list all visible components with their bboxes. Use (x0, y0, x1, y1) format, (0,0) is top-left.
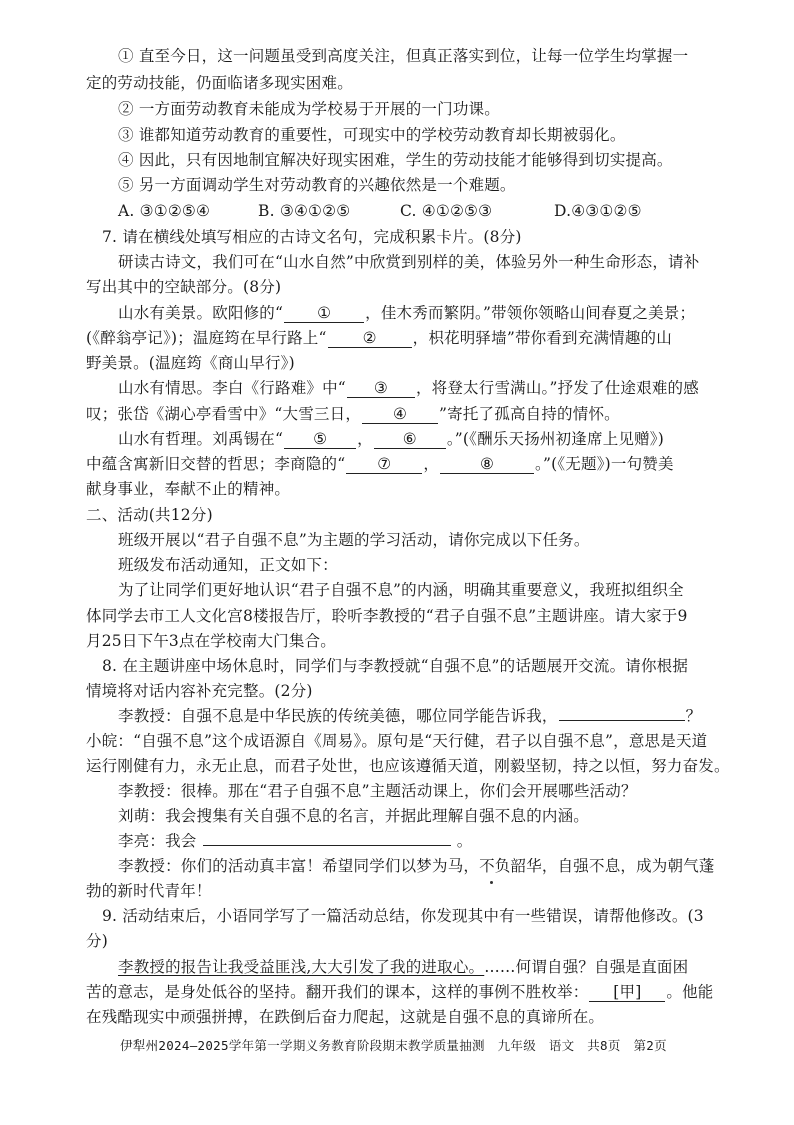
sentence-3: ③ 谁都知道劳动教育的重要性，可现实中的学校劳动教育却长期被弱化。 (118, 126, 626, 144)
q7-para3-line2: 中蕴含寓新旧交替的哲思；李商隐的“ ⑦ ， ⑧ 。”(《无题》)一句赞美 (86, 455, 674, 473)
q7-para3-line1: 山水有哲理。刘禹锡在“ ⑤ ， ⑥ 。”(《酬乐天扬州初逢席上见赠》) (118, 430, 664, 448)
summary-line-1: 李教授的报告让我受益匪浅,大大引发了我的进取心。……何谓自强？自强是直面困 (118, 958, 689, 976)
q7-intro-cont: 写出其中的空缺部分。(8分) (86, 278, 282, 296)
summary-line-2: 苦的意志，是身处低谷的坚持。翻开我们的课本，这样的事例不胜枚举： [甲] 。他能 (86, 983, 714, 1001)
q7-para2-line1: 山水有情思。李白《行路难》中“ ③ ，将登太行雪满山。”抒发了仕途艰难的感 (118, 379, 699, 397)
sentence-1: ① 直至今日，这一问题虽受到高度关注，但真正落实到位，让每一位学生均掌握一 (118, 47, 689, 65)
dialogue-liumeng: 刘萌：我会搜集有关自强不息的名言，并据此理解自强不息的内涵。 (118, 807, 590, 825)
option-b: B. ③④①②⑤ (258, 202, 351, 220)
notice-line-1: 为了让同学们更好地认识“君子自强不息”的内涵，明确其重要意义，我班拟组织全 (118, 581, 684, 599)
question-7: 7. 请在横线处填写相应的古诗文名句，完成积累卡片。(8分) (102, 228, 522, 246)
question-9: 9. 活动结束后，小语同学写了一篇活动总结，你发现其中有一些错误，请帮他修改。(3 (102, 907, 704, 925)
blank-1: ① (284, 304, 364, 323)
dialogue-xiaowan-2: 运行刚健有力，永无止息，而君子处世，也应该遵循天道，刚毅坚韧，持之以恒，努力奋发。 (86, 757, 730, 775)
question-9-cont: 分) (86, 932, 108, 950)
question-8: 8. 在主题讲座中场休息时，同学们与李教授就“自强不息”的话题展开交流。请你根据 (102, 657, 689, 675)
sentence-5: ⑤ 另一方面调动学生对劳动教育的兴趣依然是一个难题。 (118, 176, 516, 194)
q7-para1-line2: (《醉翁亭记》)；温庭筠在早行路上“ ② ，枳花明驿墙”带你看到充满情趣的山 (86, 329, 672, 347)
option-c: C. ④①②⑤③ (400, 202, 493, 220)
sentence-4: ④ 因此，只有因地制宜解决好现实困难，学生的劳动技能才能够得到切实提高。 (118, 151, 673, 169)
blank-4: ④ (362, 405, 438, 424)
underlined-sentence: 李教授的报告让我受益匪浅,大大引发了我的进取心。 (118, 958, 485, 976)
page-footer: 伊犁州2024—2025学年第一学期义务教育阶段期末教学质量抽测 九年级 语文 共8页 第2页 (120, 1038, 667, 1053)
blank-5: ⑤ (284, 430, 356, 449)
blank-jia[interactable]: [甲] (589, 983, 665, 1002)
options-row (118, 201, 688, 221)
dialogue-xiaowan-1: 小皖：“自强不息”这个成语源自《周易》。原句是“天行健，君子以自强不息”，意思是天道 (86, 732, 708, 750)
q7-intro: 研读古诗文，我们可在“山水自然”中欣赏到别样的美，体验另外一种生命形态，请补 (118, 253, 700, 271)
option-d: D.④③①②⑤ (554, 202, 642, 220)
activity-intro: 班级开展以“君子自强不息”为主题的学习活动，请你完成以下任务。 (118, 531, 590, 549)
scan-speck (490, 881, 493, 884)
dialogue-liliang: 李亮：我会 。 (118, 832, 473, 850)
option-a: A. ③①②⑤④ (118, 202, 211, 220)
dialogue-prof-1: 李教授：自强不息是中华民族的传统美德，哪位同学能告诉我， ？ (118, 707, 702, 725)
blank-2: ② (328, 329, 412, 348)
sentence-2: ② 一方面劳动教育未能成为学校易于开展的一门功课。 (118, 100, 500, 118)
notice-line-3: 月25日下午3点在学校南大门集合。 (86, 632, 336, 650)
q7-para1-line1: 山水有美景。欧阳修的“ ① ，佳木秀而繁阴。”带领你领略山间春夏之美景； (118, 304, 696, 322)
sentence-1-cont: 定的劳动技能，仍面临诸多现实困难。 (86, 74, 353, 92)
dialogue-prof-3-cont: 勃的新时代青年！ (86, 882, 212, 900)
blank-7: ⑦ (346, 455, 422, 474)
question-8-cont: 情境将对话内容补充完整。(2分) (86, 682, 313, 700)
blank-8: ⑧ (440, 455, 534, 474)
answer-blank-8b[interactable] (203, 845, 451, 846)
summary-line-3: 在残酷现实中顽强拼搏，在跌倒后奋力爬起，这就是自强不息的真谛所在。 (86, 1008, 605, 1026)
activity-notice-lead: 班级发布活动通知，正文如下： (118, 556, 338, 574)
answer-blank-8a[interactable] (559, 720, 685, 721)
dialogue-prof-3: 李教授：你们的活动真丰富！希望同学们以梦为马，不负韶华，自强不息，成为朝气蓬 (118, 857, 715, 875)
blank-6: ⑥ (374, 430, 446, 449)
q7-para2-line2: 叹；张岱《湖心亭看雪中》“大雪三日， ④ ”寄托了孤高自持的情怀。 (86, 405, 620, 423)
notice-line-2: 体同学去市工人文化宫8楼报告厅，聆听李教授的“君子自强不息”主题讲座。请大家于9 (86, 607, 688, 625)
section-2-heading: 二、活动(共12分) (86, 506, 213, 524)
q7-para1-line3: 野美景。(温庭筠《商山早行》) (86, 354, 295, 372)
q7-para3-line3: 献身事业，奉献不止的精神。 (86, 480, 291, 498)
blank-3: ③ (347, 379, 415, 398)
dialogue-prof-2: 李教授：很棒。那在“君子自强不息”主题活动课上，你们会开展哪些活动？ (118, 782, 637, 800)
